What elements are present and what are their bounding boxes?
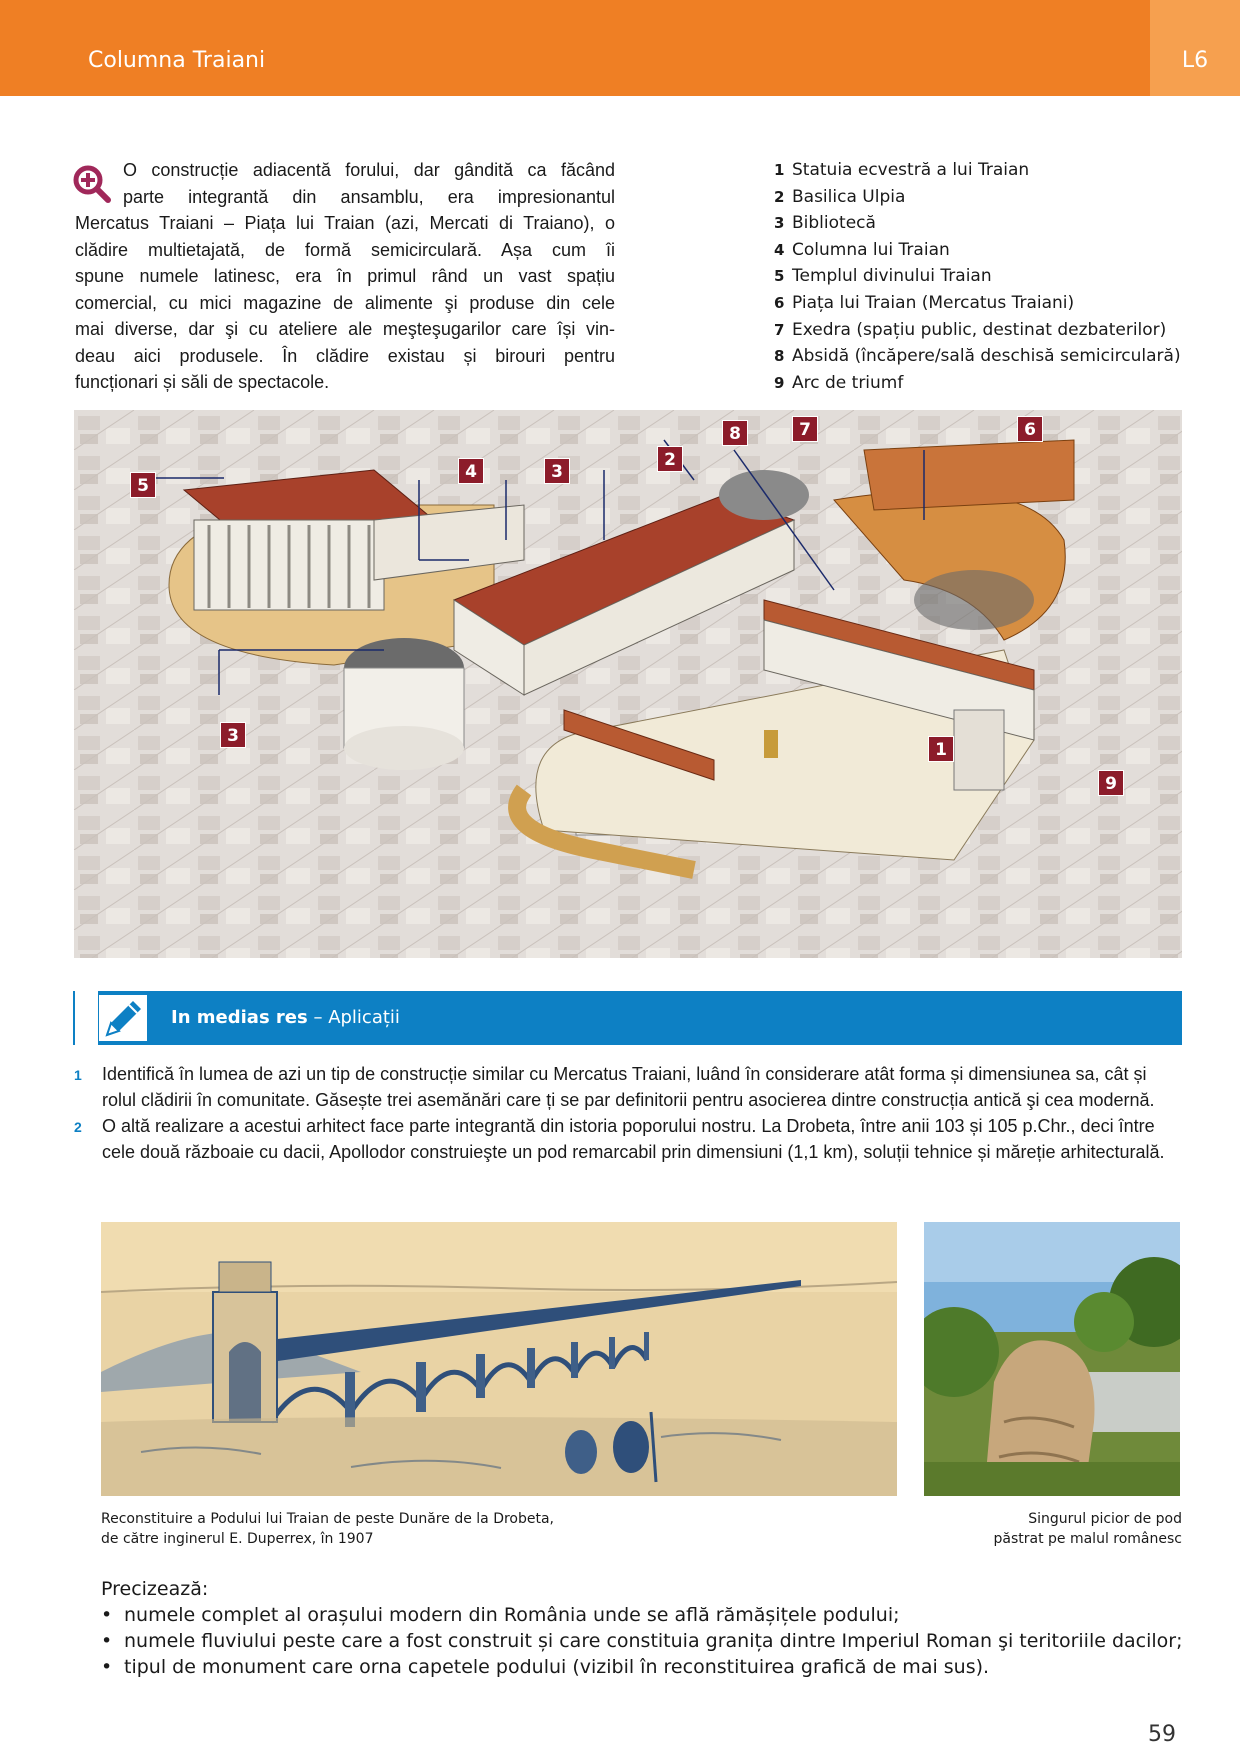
callout-marker: 4 — [458, 458, 484, 484]
callout-marker: 9 — [1098, 770, 1124, 796]
bridge-reconstruction-image — [101, 1222, 897, 1496]
page-header — [0, 0, 1240, 96]
callout-marker: 3 — [220, 722, 246, 748]
legend-item: 7 Exedra (spațiu public, destinat dezbaterilor) — [774, 319, 1167, 340]
legend-item: 9 Arc de triumf — [774, 372, 904, 393]
legend-item: 4 Columna lui Traian — [774, 239, 950, 260]
legend-item: 2 Basilica Ulpia — [774, 186, 906, 207]
callout-marker: 8 — [722, 420, 748, 446]
task-item — [74, 1061, 1184, 1113]
callout-marker: 2 — [657, 446, 683, 472]
legend-item: 5 Templul divinului Traian — [774, 266, 992, 287]
forum-illustration — [74, 410, 1182, 958]
legend-item: 3 Bibliotecă — [774, 213, 876, 234]
callout-marker: 7 — [792, 416, 818, 442]
intro-line: spune numele latinesc, era în primul rând un vast spațiu — [75, 266, 615, 286]
intro-paragraph — [75, 157, 615, 396]
lesson-tab — [1150, 0, 1240, 96]
precize-heading: Precizează: — [101, 1578, 209, 1600]
bridge-pillar-photo — [924, 1222, 1180, 1496]
intro-line: mai diverse, dar şi cu ateliere ale meşteşugarilor care își vin- — [75, 319, 615, 339]
legend-item: 8 Absidă (încăpere/sală deschisă semicirculară) — [774, 346, 1181, 367]
callout-marker: 5 — [130, 472, 156, 498]
intro-line: deau aici produsele. În clădire existau și birouri pentru — [75, 345, 615, 366]
intro-line: clădire multietajată, de formă semicirculară. Așa cum îi — [75, 239, 615, 260]
legend-item: 1 Statuia ecvestră a lui Traian — [774, 160, 1030, 180]
precize-section — [101, 1576, 1183, 1680]
list-item: • numele complet al orașului modern din România unde se află rămășițele podului; — [101, 1602, 1183, 1628]
task-text: O altă realizare a acestui arhitect face parte integrantă din istoria poporului nostru. La Drobeta, între anii 103 și 105 p.Chr., deci între cele două războaie cu dacii, Apollodor construieşte un pod remarcabil prin dimensiuni (1,1 km), soluții tehnice și măreție arhitecturală. — [102, 1116, 1165, 1162]
intro-line: funcționari și săli de spectacole. — [75, 372, 330, 392]
intro-line: parte integrantă din ansamblu, era impresionantul — [123, 186, 615, 207]
task-number: 1 — [74, 1067, 82, 1083]
pillar-caption: Singurul picior de pod păstrat pe malul românesc — [993, 1511, 1182, 1547]
task-number: 2 — [74, 1119, 82, 1135]
lesson-label: L6 — [1181, 48, 1209, 73]
list-item: • numele fluviului peste care a fost construit și care constituia granița dintre Imperiul Roman şi teritoriile dacilor; — [101, 1628, 1183, 1654]
bridge-caption: Reconstituire a Podului lui Traian de peste Dunăre de la Drobeta, de către inginerul E. Duperrex, în 1907 — [101, 1511, 555, 1547]
legend-item: 6 Piața lui Traian (Mercatus Traiani) — [774, 292, 1075, 313]
list-item: • tipul de monument care orna capetele podului (vizibil în reconstituirea grafică de mai sus). — [101, 1654, 1183, 1680]
task-text: Identifică în lumea de azi un tip de construcție similar cu Mercatus Traiani, luând în considerare atât forma și dimensiunea sa, cât și rolul clădirii în comunitate. Găsește trei asemănări care ți se par definitorii pentru asocierea dintre construcția antică şi cea modernă. — [102, 1064, 1155, 1110]
pencil-icon — [99, 995, 147, 1041]
page-number: 59 — [1148, 1722, 1176, 1747]
section-banner — [73, 991, 1182, 1045]
callout-marker: 3 — [544, 458, 570, 484]
forum-reconstruction-image — [74, 410, 1182, 958]
task-item — [74, 1113, 1184, 1165]
intro-line: comercial, cu mici magazine de alimente şi produse din cele — [75, 292, 615, 313]
callout-marker: 6 — [1017, 416, 1043, 442]
banner-title: In medias res – Aplicații — [171, 1007, 400, 1028]
banner-tab — [73, 991, 98, 1045]
intro-line: O construcție adiacentă forului, dar gândită ca făcând — [123, 160, 615, 180]
chapter-title: Columna Traiani — [88, 48, 266, 73]
intro-line: Mercatus Traiani – Piața lui Traian (azi, Mercati di Traiano), o — [75, 213, 615, 233]
callout-marker: 1 — [928, 736, 954, 762]
precize-list — [101, 1602, 1183, 1680]
figure-legend — [774, 157, 1181, 396]
task-list — [74, 1061, 1184, 1165]
